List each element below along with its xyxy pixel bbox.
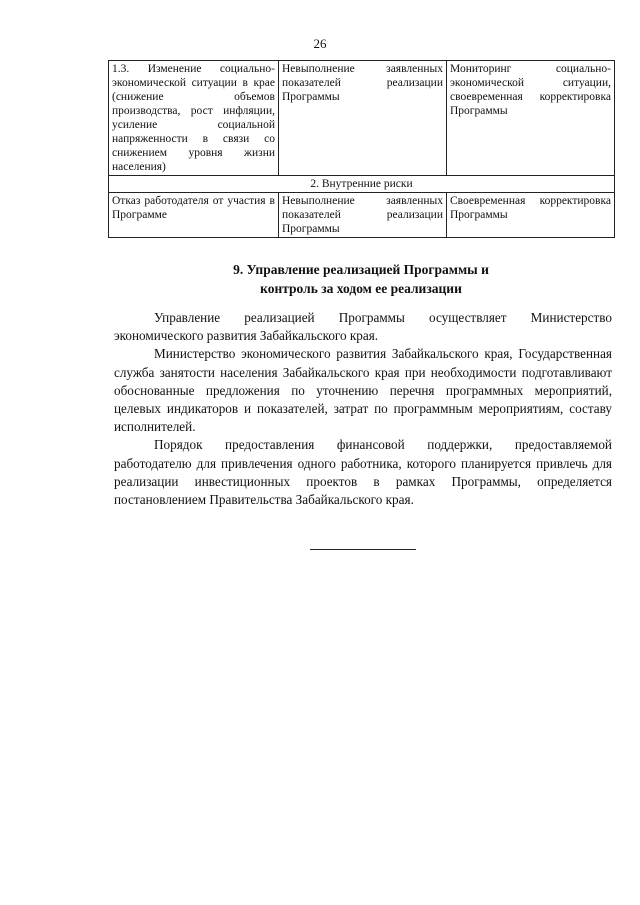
risk-consequence-cell: Невыполнение заявленных показателей реализации Программы xyxy=(279,61,447,176)
risk-consequence-cell: Невыполнение заявленных показателей реализации Программы xyxy=(279,193,447,238)
table-row xyxy=(109,193,615,238)
end-divider xyxy=(310,549,416,550)
section-title-line: контроль за ходом ее реализации xyxy=(260,281,462,296)
table-row-subheader xyxy=(109,176,615,193)
risk-table xyxy=(108,60,615,238)
risk-description-cell: Отказ работодателя от участия в Программе xyxy=(109,193,279,238)
table-subheader: 2. Внутренние риски xyxy=(109,176,615,193)
section-body xyxy=(114,309,612,509)
section-title xyxy=(108,260,614,298)
risk-measure-cell: Своевременная корректировка Программы xyxy=(447,193,615,238)
paragraph: Порядок предоставления финансовой поддержки, предоставляемой работодателю для привлечения одного работника, которого планируется привлечь для реализации инвестиционных проектов в рамках Программы, определяется постановлением Правительства Забайкальского края. xyxy=(114,437,612,508)
paragraph: Управление реализацией Программы осуществляет Министерство экономического развития Забайкальского края. xyxy=(114,310,612,344)
risk-measure-cell: Мониторинг социально-экономической ситуации, своевременная корректировка Программы xyxy=(447,61,615,176)
risk-description-cell: 1.3. Изменение социально-экономической ситуации в крае (снижение объемов производства, рост инфляции, усиление социальной напряженности в связи со снижением уровня жизни населения) xyxy=(109,61,279,176)
section-title-line: 9. Управление реализацией Программы и xyxy=(233,262,489,277)
table-row xyxy=(109,61,615,176)
page-number: 26 xyxy=(313,36,327,51)
paragraph: Министерство экономического развития Забайкальского края, Государственная служба занятости населения Забайкальского края при необходимости подготавливают обоснованные предложения по уточнению перечня программных мероприятий, целевых индикаторов и показателей, затрат по программным мероприятиям, составу исполнителей. xyxy=(114,346,612,435)
